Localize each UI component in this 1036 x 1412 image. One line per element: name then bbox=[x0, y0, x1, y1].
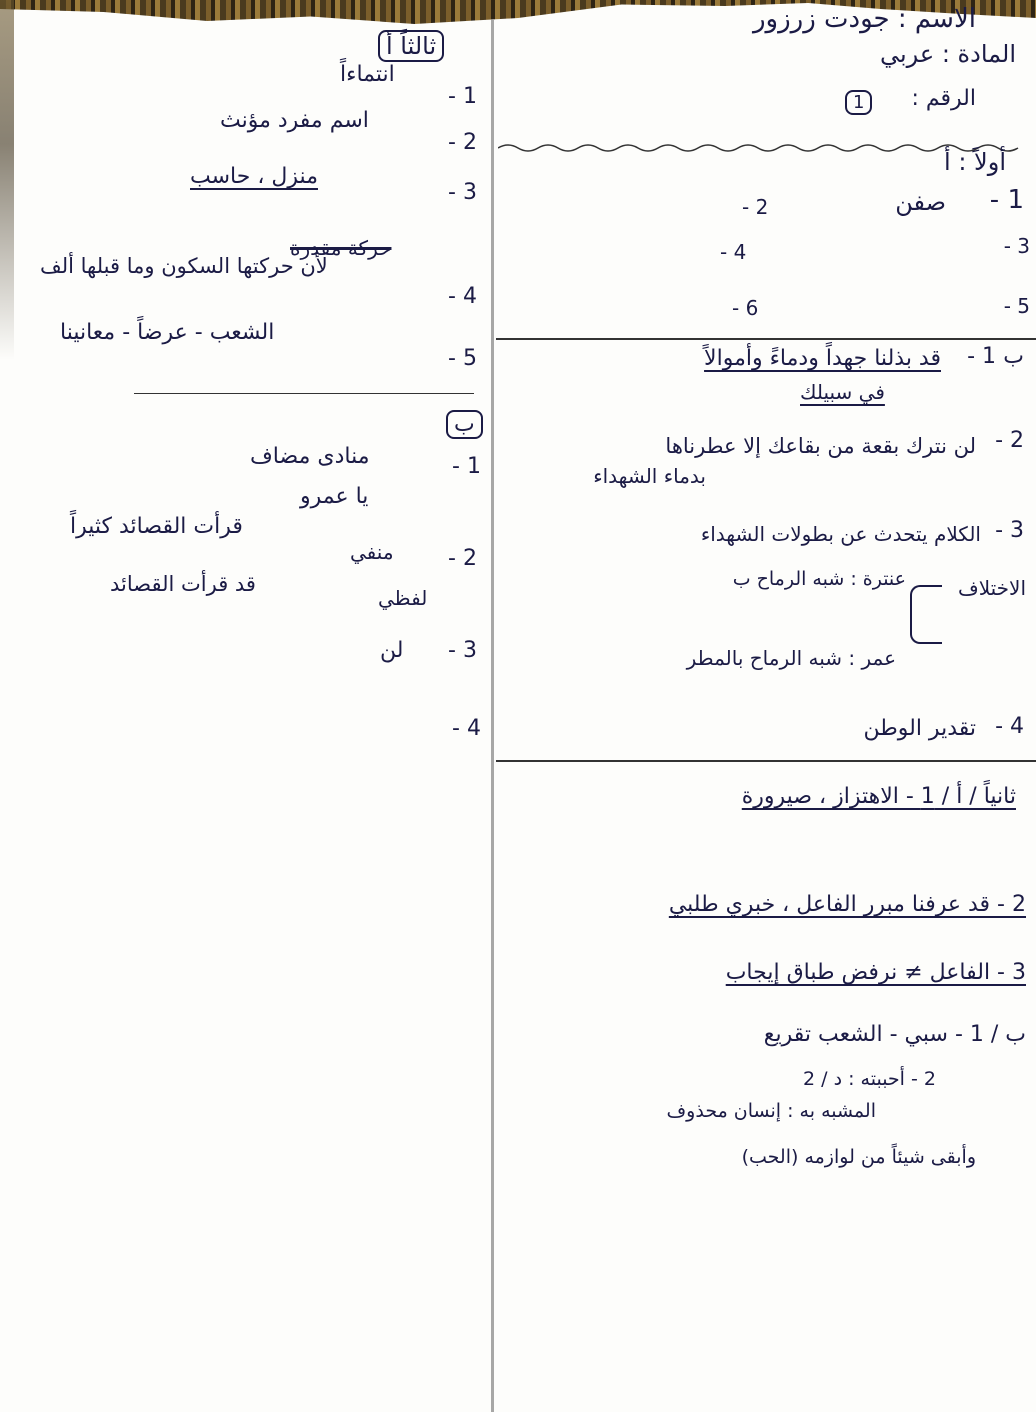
rb3-a: عنترة : شبه الرماح ب bbox=[732, 568, 906, 590]
rb2-num: 2 - bbox=[995, 428, 1024, 453]
rb1-num: 1 - bbox=[967, 344, 996, 369]
divider-left-1 bbox=[134, 393, 474, 394]
lb4-num: 4 - bbox=[452, 716, 481, 741]
rb3-b: عمر : شبه الرماح بالمطر bbox=[686, 646, 896, 670]
b-label-left bbox=[446, 410, 483, 439]
rb2-cont: بدماء الشهداء bbox=[593, 464, 706, 488]
s2-b2: 2 - أحببته : د / 2 bbox=[803, 1068, 936, 1090]
l2-num: 2 - bbox=[448, 130, 477, 155]
section1-title: أولاً : أ bbox=[944, 148, 1006, 176]
left-shadow-edge bbox=[0, 0, 14, 360]
l4-text: لأن حركتها السكون وما قبلها ألف bbox=[40, 254, 328, 278]
lb1-num: 1 - bbox=[452, 454, 481, 479]
l2-text: اسم مفرد مؤنث bbox=[220, 108, 369, 133]
s2-b3: المشبه به : إنسان محذوف bbox=[666, 1100, 876, 1122]
s2-item3: 3 - الفاعل ≠ نرفض طباق إيجاب bbox=[725, 960, 1026, 985]
section3-box: ثالثاً أ bbox=[378, 30, 444, 62]
rb3-left-label: الاختلاف bbox=[957, 576, 1026, 600]
l3-num: 3 - bbox=[448, 180, 477, 205]
l1-text: انتماءاً bbox=[340, 62, 395, 87]
divider-right-2 bbox=[496, 760, 1036, 762]
lb3-num: 3 - bbox=[448, 638, 477, 663]
a4-num: 4 - bbox=[720, 240, 747, 264]
number-value: 1 bbox=[845, 90, 872, 115]
page-fold-divider bbox=[491, 20, 494, 1412]
s2-b4: وأبقى شيئاً من لوازمه (الحب) bbox=[741, 1146, 976, 1168]
lb1-text: منادى مضاف bbox=[250, 444, 370, 469]
s2-item2: 2 - قد عرفنا مبرر الفاعل ، خبري طلبي bbox=[668, 892, 1026, 917]
lb2-text: منفي bbox=[350, 540, 394, 564]
rb3-num: 3 - bbox=[995, 518, 1024, 543]
lb1-cont: يا عمرو bbox=[300, 484, 369, 509]
divider-right-1 bbox=[496, 338, 1036, 340]
l4-num: 4 - bbox=[448, 284, 477, 309]
b-label-right: ب bbox=[1003, 344, 1024, 369]
s2-b1: ب / 1 - سبي - الشعب تقريع bbox=[763, 1022, 1026, 1047]
rb4-text: تقدير الوطن bbox=[863, 716, 976, 741]
l1-num: 1 - bbox=[448, 84, 477, 109]
lb3-text: لن bbox=[380, 638, 404, 663]
lb2-right: قرأت القصائد كثيراً bbox=[70, 514, 243, 539]
l3-text: منزل ، حاسب bbox=[190, 164, 318, 189]
section2-line: ثانياً / أ / 1 - الاهتزاز ، صيرورة bbox=[741, 784, 1016, 809]
subject-line: المادة : عربي bbox=[879, 40, 1016, 68]
lb2-left-a: لفظي bbox=[378, 586, 428, 610]
rb1-cont: في سبيلك bbox=[800, 380, 885, 404]
l5-num: 5 - bbox=[448, 346, 477, 371]
a1-text: صفن bbox=[895, 188, 946, 216]
l-struck-text: حركة مقدرة bbox=[290, 236, 392, 260]
rb2-text: لن نترك بقعة من بقاعك إلا عطرناها bbox=[665, 434, 976, 458]
a3-num: 3 - bbox=[1003, 234, 1030, 258]
a1-num: 1 - bbox=[989, 185, 1024, 215]
rb4-num: 4 - bbox=[995, 714, 1024, 739]
number-label: الرقم : bbox=[911, 86, 976, 111]
b-box-left: ب bbox=[446, 410, 483, 439]
l5-text: الشعب - عرضاً - معانينا bbox=[60, 320, 275, 345]
rb3-text: الكلام يتحدث عن بطولات الشهداء bbox=[700, 522, 981, 546]
lb2-left-b: قد قرأت القصائد bbox=[110, 572, 256, 596]
a5-num: 5 - bbox=[1003, 294, 1030, 318]
student-name: الاسم : جودت زرزور bbox=[752, 4, 976, 34]
section3-title bbox=[378, 30, 444, 62]
brace-mark bbox=[910, 585, 942, 644]
a6-num: 6 - bbox=[732, 296, 759, 320]
a2-num: 2 - bbox=[742, 195, 769, 219]
lb2-num: 2 - bbox=[448, 546, 477, 571]
rb1-text: قد بذلنا جهداً ودماءً وأموالاً bbox=[704, 346, 941, 371]
